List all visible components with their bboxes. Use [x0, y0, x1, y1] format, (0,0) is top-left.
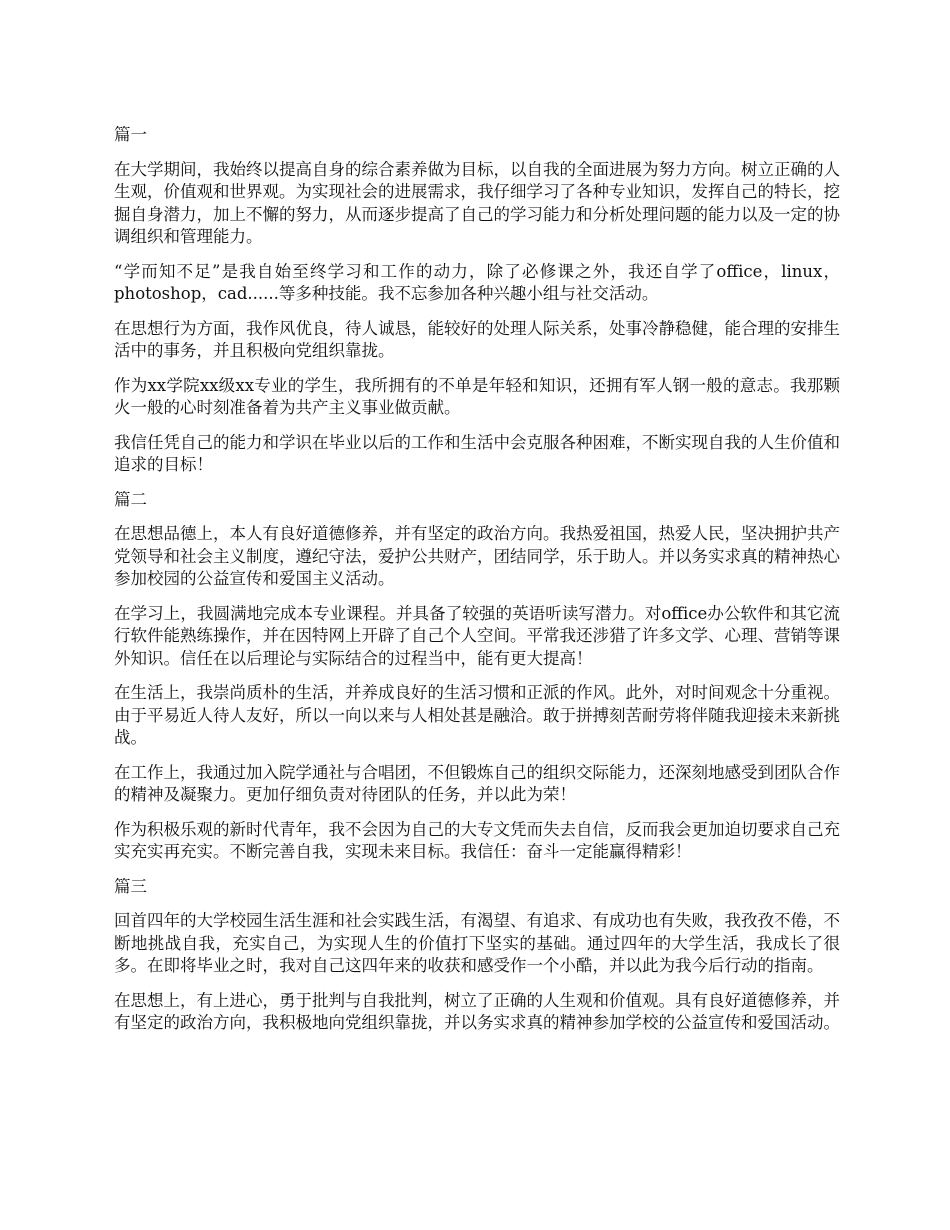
paragraph: 在生活上，我崇尚质朴的生活，并养成良好的生活习惯和正派的作风。此外，对时间观念十分重视。由于平易近人待人友好，所以一向以来与人相处甚是融洽。敢于拼搏刻苦耐劳将伴随我迎接未来新挑战。: [114, 683, 840, 747]
paragraph: 回首四年的大学校园生活生涯和社会实践生活，有渴望、有追求、有成功也有失败，我孜孜不倦，不断地挑战自我，充实自己，为实现人生的价值打下坚实的基础。通过四年的大学生活，我成长了很多。在即将毕业之时，我对自己这四年来的收获和感受作一个小酷，并以此为我今后行动的指南。: [114, 911, 840, 975]
paragraph: 在思想品德上，本人有良好道德修养，并有坚定的政治方向。我热爱祖国，热爱人民，坚决拥护共产党领导和社会主义制度，遵纪守法，爱护公共财产，团结同学，乐于助人。并以务实求真的精神热心参加校园的公益宣传和爱国主义活动。: [114, 524, 840, 588]
paragraph: 在学习上，我圆满地完成本专业课程。并具备了较强的英语听读写潜力。对office办公软件和其它流行软件能熟练操作，并在因特网上开辟了自己个人空间。平常我还涉猎了许多文学、心理、营销等课外知识。信任在以后理论与实际结合的过程当中，能有更大提高！: [114, 603, 840, 668]
paragraph: 作为积极乐观的新时代青年，我不会因为自己的大专文凭而失去自信，反而我会更加迫切要求自己充实充实再充实。不断完善自我，实现未来目标。我信任：奋斗一定能赢得精彩！: [114, 819, 840, 861]
section-heading: 篇三: [114, 876, 147, 896]
paragraph: 在思想行为方面，我作风优良，待人诚恳，能较好的处理人际关系，处事冷静稳健，能合理的安排生活中的事务，并且积极向党组织靠拢。: [114, 318, 840, 360]
paragraph: 在大学期间，我始终以提高自身的综合素养做为目标，以自我的全面进展为努力方向。树立正确的人生观，价值观和世界观。为实现社会的进展需求，我仔细学习了各种专业知识，发挥自己的特长，挖掘自身潜力，加上不懈的努力，从而逐步提高了自己的学习能力和分析处理问题的能力以及一定的协调组织和管理能力。: [114, 159, 840, 246]
document-body: [114, 124, 840, 1047]
section-heading: 篇二: [114, 489, 147, 509]
paragraph: 在工作上，我通过加入院学通社与合唱团，不但锻炼自己的组织交际能力，还深刻地感受到团队合作的精神及凝聚力。更加仔细负责对待团队的任务，并以此为荣！: [114, 762, 840, 804]
paragraph: “学而知不足”是我自始至终学习和工作的动力，除了必修课之外，我还自学了office，linux，photoshop，cad......等多种技能。我不忘参加各种兴趣小组与社交活动。: [114, 261, 840, 303]
paragraph: 我信任凭自己的能力和学识在毕业以后的工作和生活中会克服各种困难，不断实现自我的人生价值和追求的目标！: [114, 432, 840, 474]
paragraph: 作为xx学院xx级xx专业的学生，我所拥有的不单是年轻和知识，还拥有军人钢一般的意志。我那颗火一般的心时刻准备着为共产主义事业做贡献。: [114, 375, 840, 417]
section-heading: 篇一: [114, 125, 147, 144]
paragraph: 在思想上，有上进心，勇于批判与自我批判，树立了正确的人生观和价值观。具有良好道德修养，并有坚定的政治方向，我积极地向党组织靠拢，并以务实求真的精神参加学校的公益宣传和爱国活动。: [114, 990, 840, 1032]
